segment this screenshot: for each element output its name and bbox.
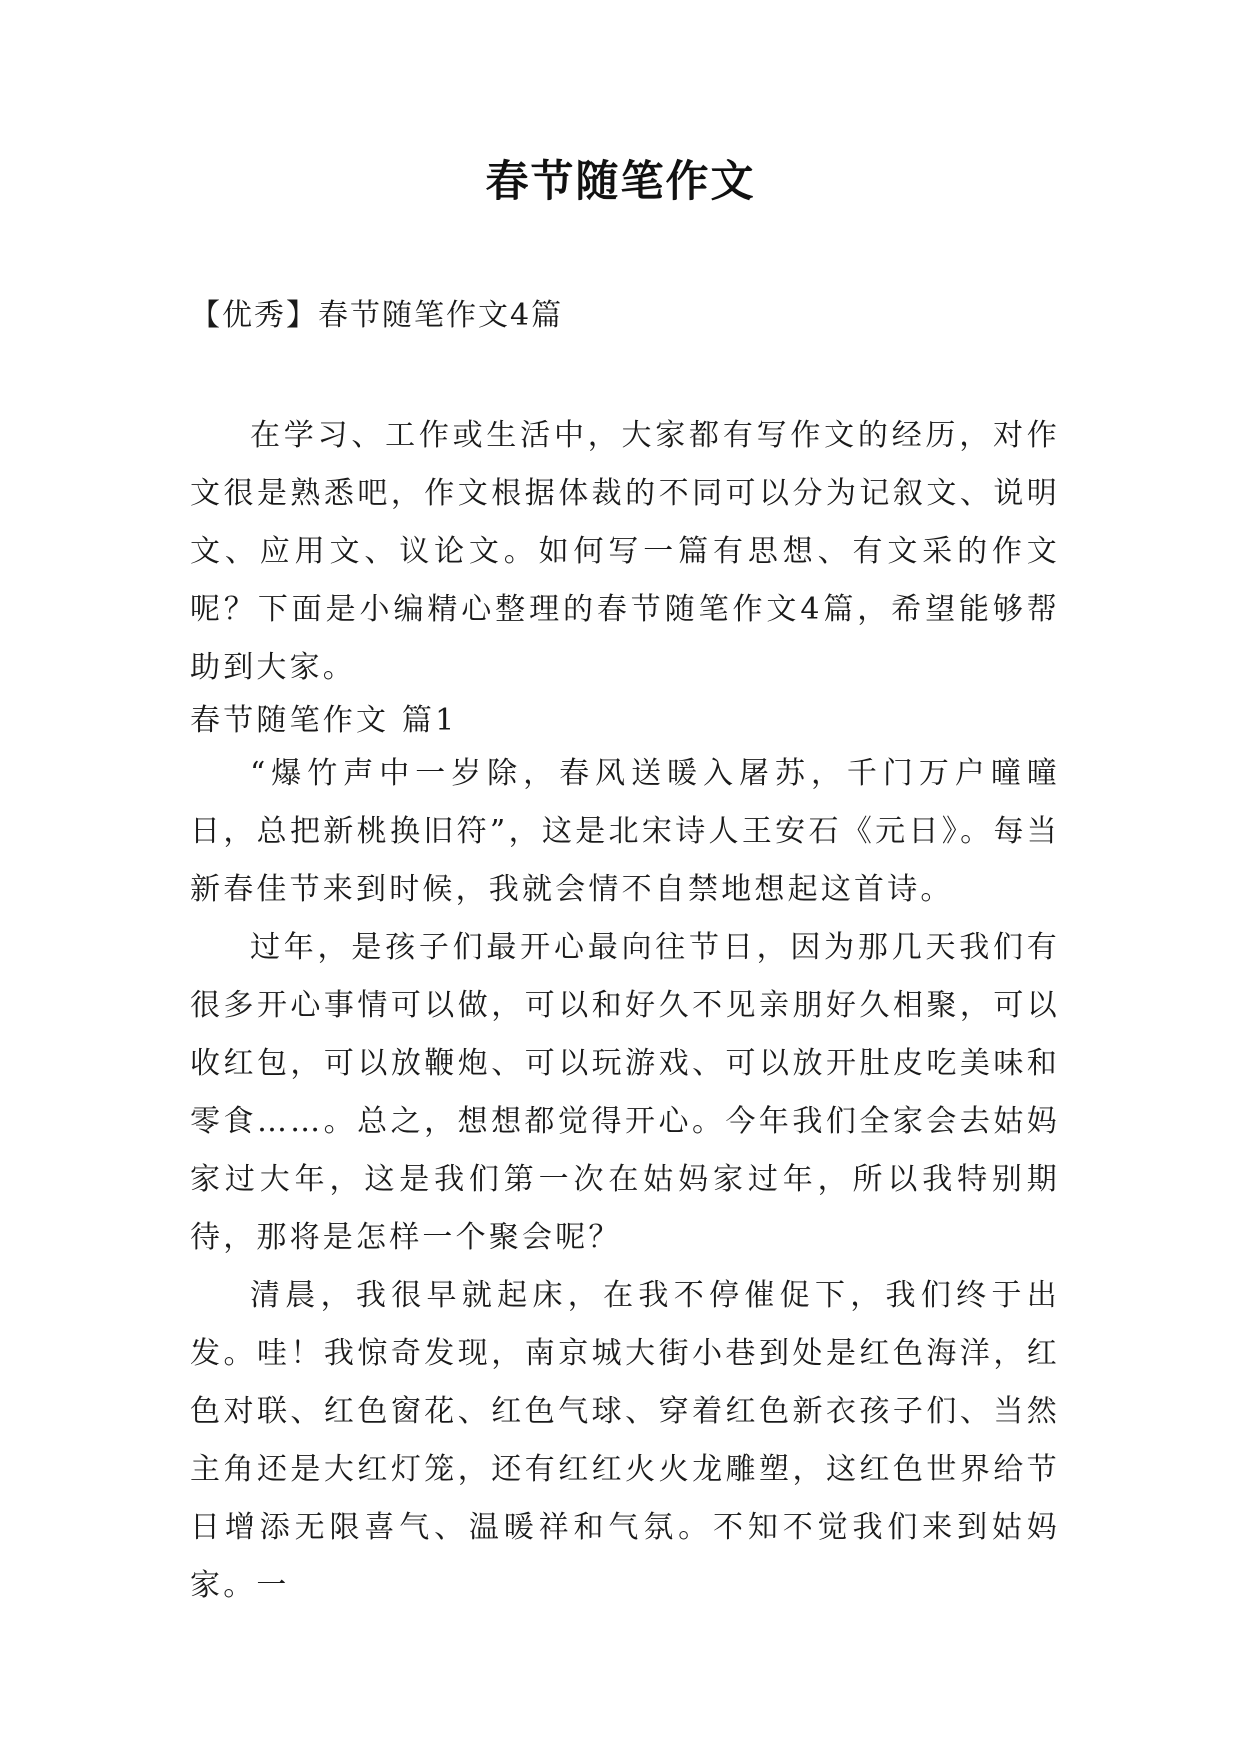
document-body [190, 407, 1060, 1615]
body-paragraph: “爆竹声中一岁除，春风送暖入屠苏，千门万户曈曈日，总把新桃换旧符”，这是北宋诗人王安石《元日》。每当新春佳节来到时候，我就会情不自禁地想起这首诗。 [190, 756, 1060, 907]
document-title: 春节随笔作文 [485, 157, 756, 207]
body-paragraph: 清晨，我很早就起床，在我不停催促下，我们终于出发。哇！我惊奇发现，南京城大街小巷到处是红色海洋，红色对联、红色窗花、红色气球、穿着红色新衣孩子们、当然主角还是大红灯笼，还有红红火火龙雕塑，这红色世界给节日增添无限喜气、温暖祥和气氛。不知不觉我们来到姑妈家。一 [190, 1278, 1060, 1603]
section-heading: 春节随笔作文 篇1 [190, 703, 458, 738]
body-paragraph: 过年，是孩子们最开心最向往节日，因为那几天我们有很多开心事情可以做，可以和好久不见亲朋好久相聚，可以收红包，可以放鞭炮、可以玩游戏、可以放开肚皮吃美味和零食……。总之，想想都觉得开心。今年我们全家会去姑妈家过大年，这是我们第一次在姑妈家过年，所以我特别期待，那将是怎样一个聚会呢？ [190, 930, 1060, 1255]
intro-paragraph: 在学习、工作或生活中，大家都有写作文的经历，对作文很是熟悉吧，作文根据体裁的不同可以分为记叙文、说明文、应用文、议论文。如何写一篇有思想、有文采的作文呢？下面是小编精心整理的春节随笔作文4篇，希望能够帮助到大家。 [190, 418, 1060, 685]
document-subtitle: 【优秀】春节随笔作文4篇 [190, 298, 564, 333]
